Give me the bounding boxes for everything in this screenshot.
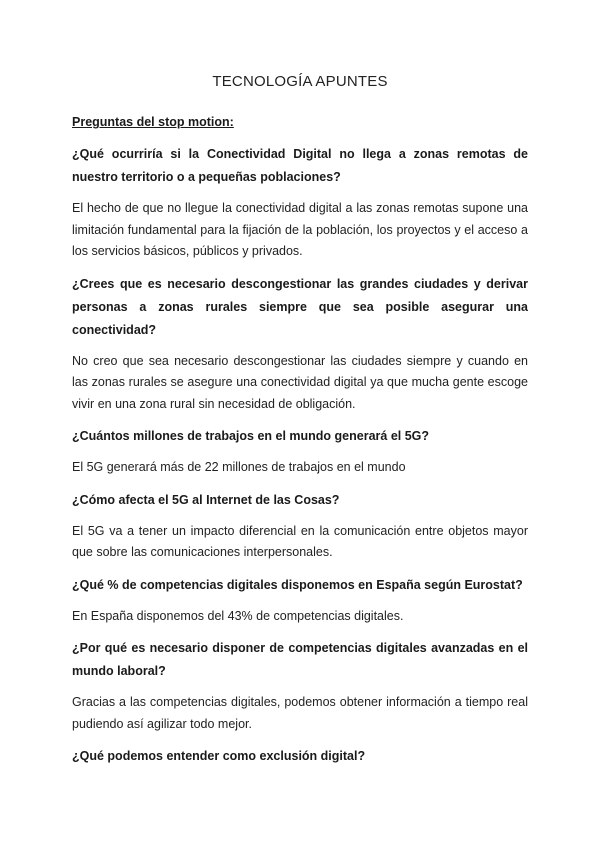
qa-item-4 — [72, 489, 528, 564]
question-5: ¿Qué % de competencias digitales disponemos en España según Eurostat? — [72, 577, 523, 592]
answer-5: En España disponemos del 43% de competencias digitales. — [72, 608, 404, 623]
question-1: ¿Qué ocurriría si la Conectividad Digital no llega a zonas remotas de nuestro territorio o a pequeñas poblaciones? — [72, 147, 528, 184]
answer-4: El 5G va a tener un impacto diferencial en la comunicación entre objetos mayor que sobre las comunicaciones interpersonales. — [72, 523, 528, 559]
qa-item-5 — [72, 574, 528, 628]
answer-2: No creo que sea necesario descongestionar las ciudades siempre y cuando en las zonas rurales se asegure una conectividad digital ya que mucha gente escoge vivir en una zona rural sin necesidad de obligación. — [72, 353, 528, 411]
qa-item-1 — [72, 143, 528, 263]
qa-item-3 — [72, 425, 528, 479]
question-3: ¿Cuántos millones de trabajos en el mundo generará el 5G? — [72, 429, 430, 443]
answer-3: El 5G generará más de 22 millones de trabajos en el mundo — [72, 460, 406, 474]
qa-item-6 — [72, 637, 528, 735]
qa-item-7 — [72, 745, 528, 768]
question-2: ¿Crees que es necesario descongestionar las grandes ciudades y derivar personas a zonas rurales siempre que sea posible asegurar una conectividad? — [72, 276, 528, 337]
document-body — [72, 114, 528, 777]
section-heading: Preguntas del stop motion: — [72, 115, 234, 129]
answer-1: El hecho de que no llegue la conectividad digital a las zonas remotas supone una limitación fundamental para la fijación de la población, los proyectos y el acceso a los servicios básicos, públicos y privados. — [72, 201, 528, 258]
qa-item-2 — [72, 273, 528, 416]
question-6: ¿Por qué es necesario disponer de competencias digitales avanzadas en el mundo laboral? — [72, 641, 528, 678]
page-title: TECNOLOGÍA APUNTES — [212, 73, 388, 90]
question-7: ¿Qué podemos entender como exclusión digital? — [72, 749, 366, 763]
answer-6: Gracias a las competencias digitales, podemos obtener información a tiempo real pudiendo así agilizar todo mejor. — [72, 695, 528, 731]
question-4: ¿Cómo afecta el 5G al Internet de las Cosas? — [72, 492, 340, 507]
